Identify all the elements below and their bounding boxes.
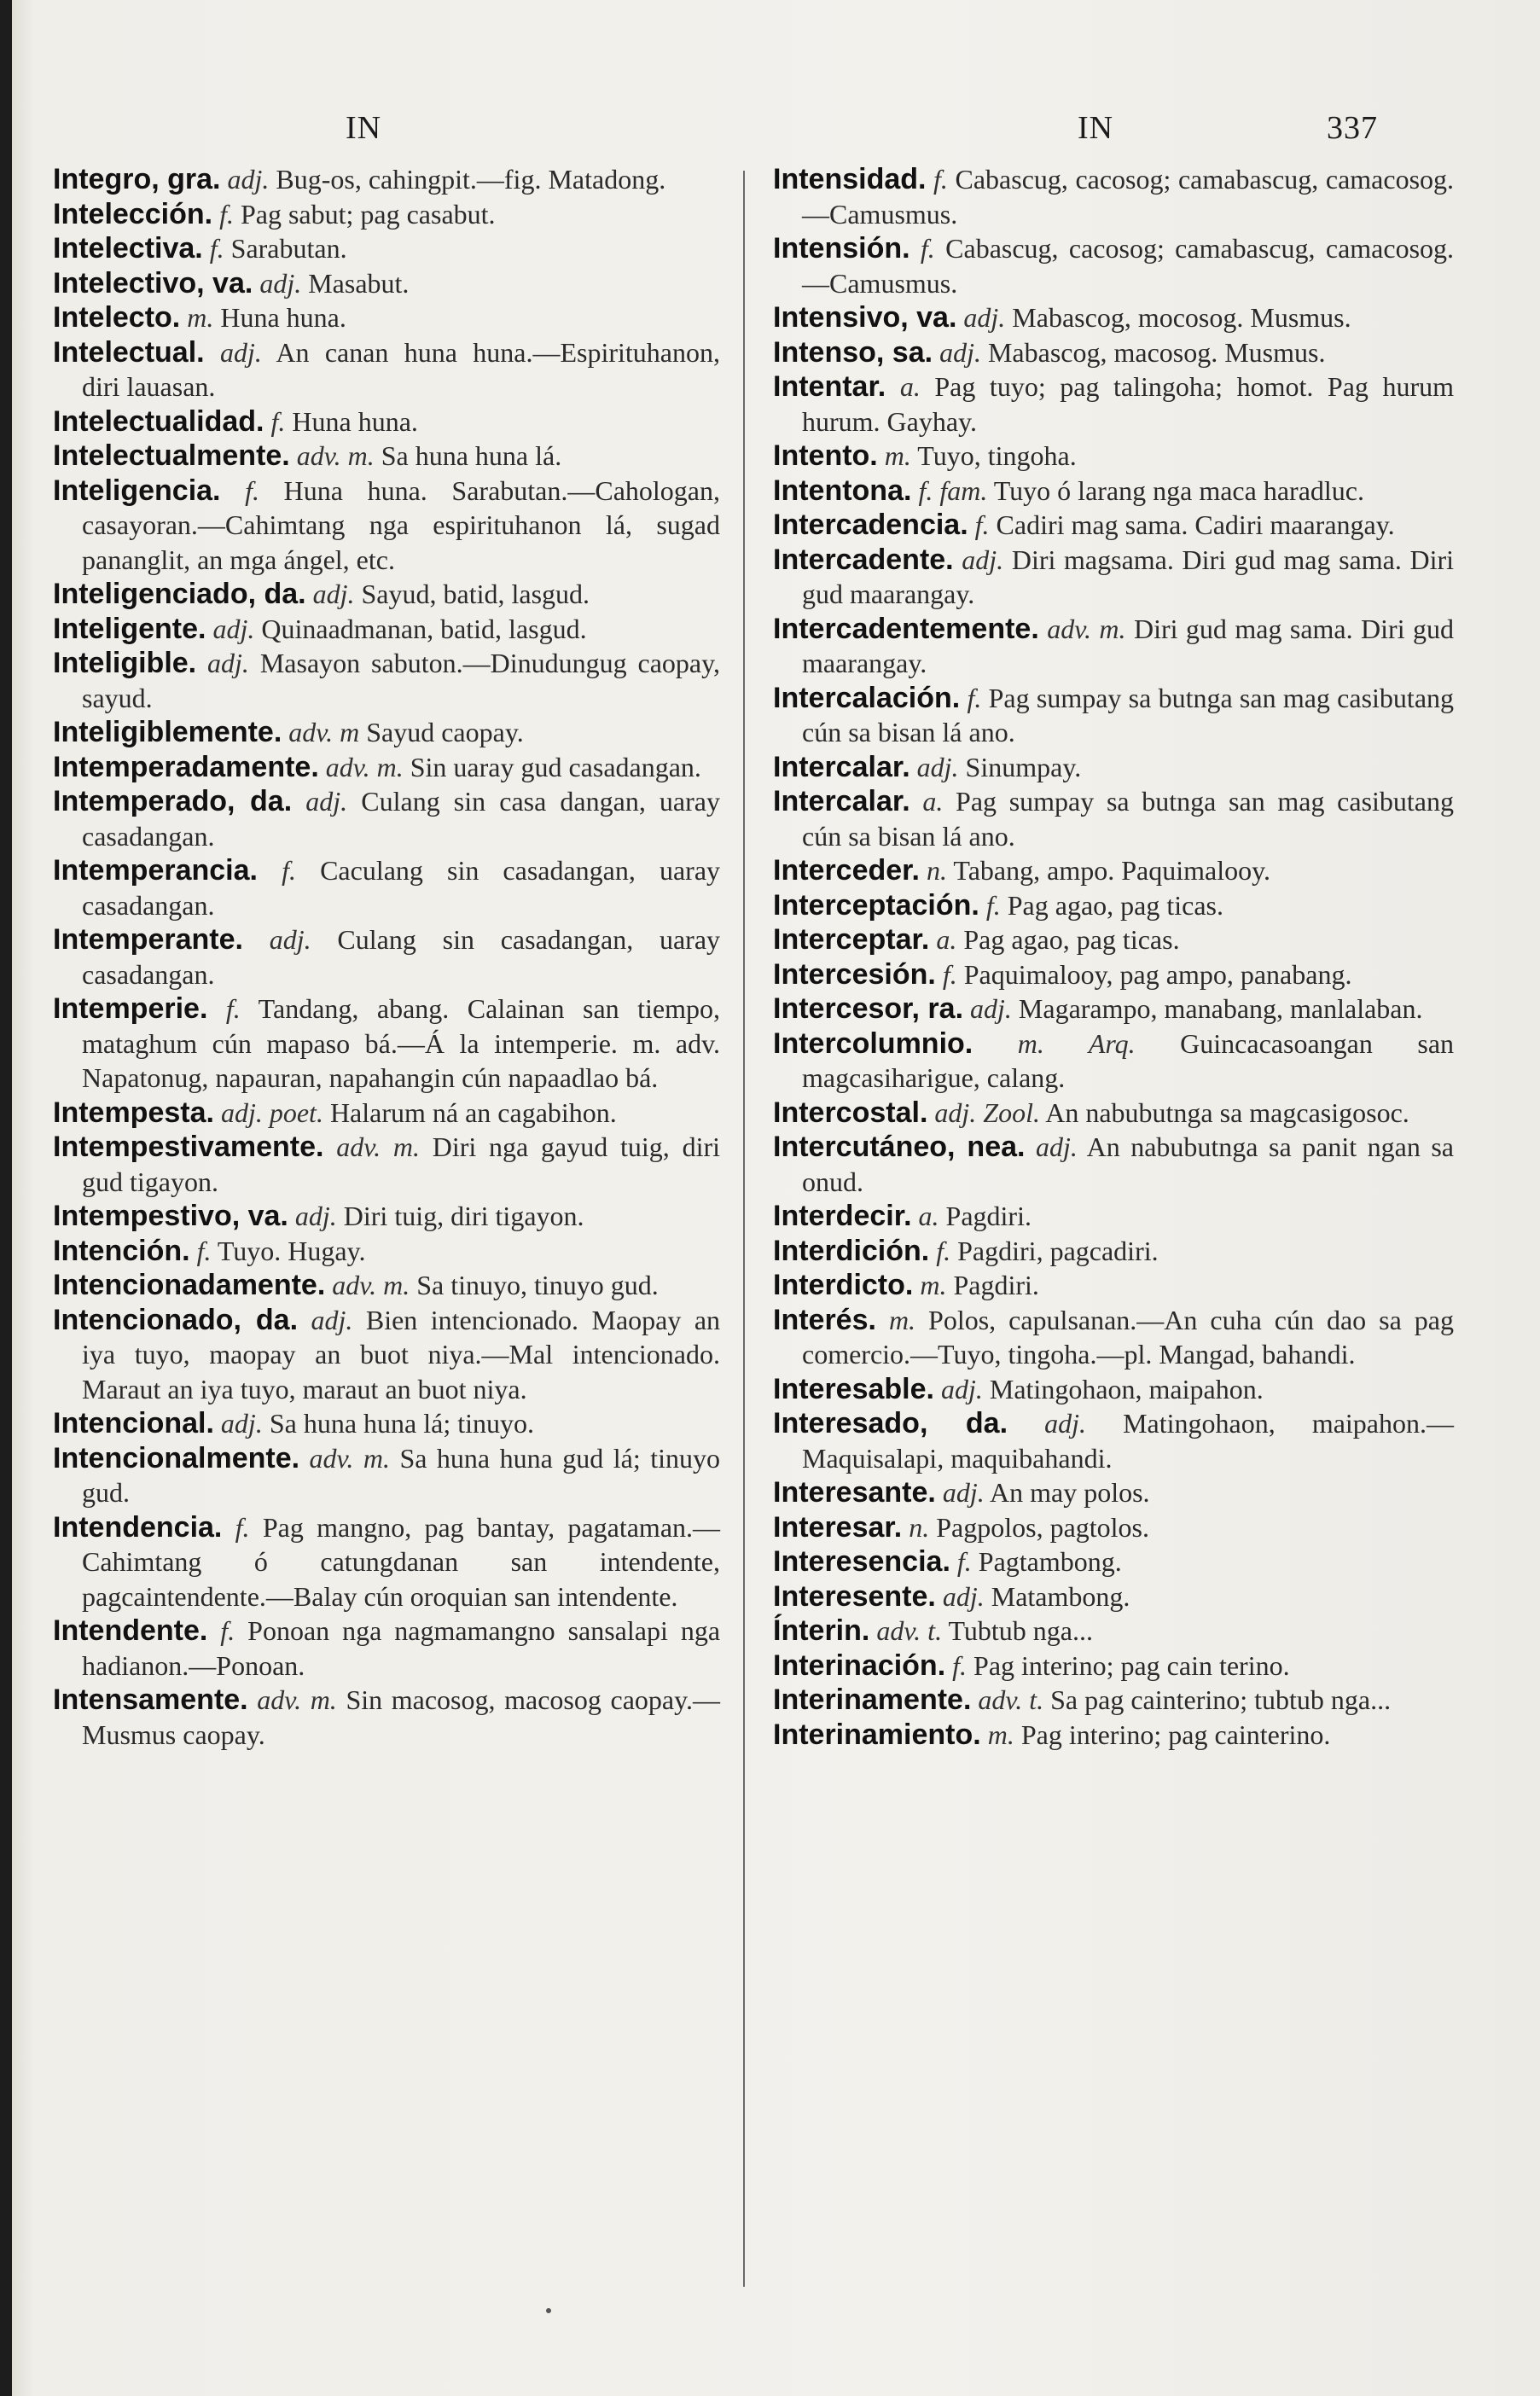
entry-definition: Sa pag cainterino; tubtub nga... bbox=[1050, 1684, 1392, 1715]
entry-part-of-speech: adj. bbox=[1035, 1131, 1078, 1162]
dictionary-entry bbox=[773, 1096, 1454, 1131]
entry-part-of-speech: adj. bbox=[311, 1304, 353, 1335]
entry-definition: Magarampo, manabang, manlalaban. bbox=[1018, 993, 1423, 1024]
dictionary-entry bbox=[53, 750, 720, 785]
dictionary-entry bbox=[773, 300, 1454, 335]
entry-part-of-speech: f. bbox=[942, 958, 957, 990]
entry-definition: An nabubutnga sa panit ngan sa onud. bbox=[802, 1131, 1454, 1197]
dictionary-entry bbox=[773, 1234, 1454, 1269]
entry-definition: Sa tinuyo, tinuyo gud. bbox=[416, 1270, 659, 1300]
dictionary-entry bbox=[53, 577, 720, 612]
entry-part-of-speech: f. bbox=[956, 1546, 972, 1577]
entry-definition: Pag mangno, pag bantay, pagataman.—Cahimtang ó catungdanan san intendente, pagcaintendente.—Balay cún oroquian san intendente. bbox=[82, 1511, 721, 1612]
dictionary-entry bbox=[53, 853, 720, 922]
right-column bbox=[773, 162, 1454, 1752]
entry-headword: Intercalar. bbox=[773, 785, 910, 817]
entry-headword: Intelectualmente. bbox=[53, 439, 290, 472]
entry-part-of-speech: f. bbox=[967, 682, 982, 713]
dictionary-entry bbox=[53, 335, 720, 404]
entry-headword: Intelectivo, va. bbox=[53, 266, 253, 300]
entry-headword: Intercadentemente. bbox=[773, 612, 1039, 645]
running-head-right: IN bbox=[1078, 110, 1114, 146]
dictionary-entry bbox=[53, 1303, 720, 1407]
entry-definition: Diri tuig, diri tigayon. bbox=[343, 1201, 584, 1231]
entry-definition: Caculang sin casadangan, uaray casadangan. bbox=[82, 855, 721, 921]
entry-definition: Tandang, abang. Calainan san tiempo, mataghum cún mapaso bá.—Á la intemperie. m. adv. Napatonug, napauran, napahangin cún napaadlao bá. bbox=[82, 993, 720, 1093]
dictionary-entry bbox=[53, 1234, 720, 1269]
entry-part-of-speech: m. bbox=[888, 1304, 916, 1335]
dictionary-entry bbox=[773, 1510, 1454, 1545]
dictionary-entry bbox=[773, 888, 1454, 923]
entry-headword: Intendente. bbox=[53, 1614, 208, 1647]
dictionary-entry bbox=[53, 266, 720, 301]
dictionary-entry bbox=[53, 646, 720, 715]
entry-headword: Interdecir. bbox=[773, 1200, 912, 1232]
dictionary-entry bbox=[53, 197, 720, 232]
entry-part-of-speech: adj. bbox=[970, 993, 1012, 1024]
entry-definition: Halarum ná an cagabihon. bbox=[329, 1096, 617, 1128]
dictionary-entry bbox=[53, 784, 720, 853]
entry-part-of-speech: f. bbox=[220, 1615, 235, 1646]
entry-part-of-speech: f. bbox=[974, 509, 990, 540]
entry-headword: Interceptar. bbox=[773, 923, 930, 956]
dictionary-entry bbox=[773, 1683, 1454, 1718]
entry-definition: Ponoan nga nagmamangno sansalapi nga hadianon.—Ponoan. bbox=[82, 1615, 721, 1681]
entry-headword: Intelección. bbox=[53, 197, 213, 230]
entry-headword: Intercesión. bbox=[773, 957, 936, 991]
entry-headword: Intercostal. bbox=[773, 1096, 928, 1129]
entry-definition: Sarabutan. bbox=[230, 233, 347, 264]
entry-headword: Interesable. bbox=[773, 1372, 934, 1405]
entry-definition: Sin uaray gud casadangan. bbox=[410, 751, 701, 782]
entry-definition: Pag interino; pag cain terino. bbox=[973, 1649, 1290, 1681]
entry-headword: Interinamiento. bbox=[773, 1718, 981, 1751]
entry-part-of-speech: f. bbox=[225, 993, 241, 1024]
column-divider bbox=[743, 171, 745, 2287]
entry-part-of-speech: m. bbox=[987, 1718, 1014, 1750]
entry-definition: Culang sin casa dangan, uaray casadangan. bbox=[82, 786, 720, 852]
entry-part-of-speech: adj. bbox=[312, 579, 355, 609]
entry-part-of-speech: m. bbox=[920, 1270, 947, 1300]
entry-part-of-speech: adj. bbox=[212, 613, 255, 644]
dictionary-entry bbox=[53, 474, 720, 578]
dictionary-entry bbox=[53, 1096, 720, 1131]
dictionary-entry bbox=[773, 1130, 1454, 1199]
dictionary-entry bbox=[773, 922, 1454, 957]
entry-part-of-speech: adv. m. bbox=[257, 1684, 337, 1715]
entry-part-of-speech: f. fam. bbox=[918, 474, 988, 506]
entry-part-of-speech: adj. bbox=[963, 302, 1006, 333]
entry-definition: Tuyo ó larang nga maca haradluc. bbox=[993, 474, 1364, 506]
entry-definition: Masabut. bbox=[308, 267, 410, 299]
entry-definition: Pag sabut; pag casabut. bbox=[240, 198, 496, 230]
entry-headword: Interesado, da. bbox=[773, 1407, 1008, 1439]
running-head-left: IN bbox=[346, 110, 382, 146]
entry-definition: An may polos. bbox=[989, 1477, 1150, 1508]
page-number: 337 bbox=[1327, 110, 1378, 146]
entry-headword: Intensidad. bbox=[773, 163, 927, 195]
entry-headword: Intento. bbox=[773, 439, 878, 472]
entry-definition: Cabascug, cacosog; camabascug, camacosog.—Camusmus. bbox=[802, 233, 1455, 299]
dictionary-entry bbox=[773, 681, 1454, 750]
entry-part-of-speech: adj. bbox=[942, 1477, 985, 1508]
entry-headword: Intercalar. bbox=[773, 750, 910, 783]
dictionary-entry bbox=[53, 231, 720, 266]
entry-definition: Pag tuyo; pag talingoha; homot. Pag hurum hurum. Gayhay. bbox=[802, 371, 1455, 437]
entry-part-of-speech: f. bbox=[933, 164, 948, 195]
entry-definition: Mabascog, macosog. Musmus. bbox=[987, 336, 1326, 368]
dictionary-entry bbox=[773, 1718, 1454, 1753]
entry-definition: Pagdiri. bbox=[945, 1201, 1032, 1231]
entry-headword: Inteligenciado, da. bbox=[53, 578, 306, 610]
entry-headword: Interés. bbox=[773, 1303, 876, 1336]
entry-headword: Intendencia. bbox=[53, 1510, 223, 1544]
entry-headword: Intercadente. bbox=[773, 543, 954, 576]
entry-part-of-speech: adj. bbox=[207, 648, 249, 678]
dictionary-entry bbox=[53, 300, 720, 335]
entry-headword: Interdición. bbox=[773, 1234, 930, 1267]
entry-definition: Pag agao, pag ticas. bbox=[1007, 889, 1223, 921]
entry-definition: Bien intencionado. Maopay an iya tuyo, maopay an buot niya.—Mal intencionado. Maraut an iya tuyo, maraut an buot niya. bbox=[82, 1304, 721, 1404]
entry-headword: Intemperadamente. bbox=[53, 750, 319, 783]
entry-headword: Inteligencia. bbox=[53, 474, 221, 507]
entry-headword: Interceptación. bbox=[773, 888, 979, 922]
entry-headword: Intentona. bbox=[773, 474, 912, 507]
entry-headword: Ínterin. bbox=[773, 1614, 870, 1647]
entry-definition: Sinumpay. bbox=[965, 751, 1082, 782]
dictionary-entry bbox=[773, 1579, 1454, 1614]
entry-definition: Pag agao, pag ticas. bbox=[963, 924, 1180, 955]
entry-definition: Pagpolos, pagtolos. bbox=[936, 1511, 1149, 1543]
page-edge-shadow bbox=[0, 0, 12, 2396]
entry-part-of-speech: f. bbox=[196, 1235, 212, 1266]
entry-headword: Intencional. bbox=[53, 1407, 214, 1439]
entry-part-of-speech: f. bbox=[936, 1235, 951, 1266]
dictionary-entry bbox=[53, 992, 720, 1096]
dictionary-entry bbox=[773, 231, 1454, 300]
entry-headword: Inteligente. bbox=[53, 612, 206, 645]
entry-definition: Tuyo. Hugay. bbox=[217, 1235, 366, 1266]
dictionary-entry bbox=[53, 1130, 720, 1199]
entry-part-of-speech: adj. bbox=[939, 336, 981, 368]
entry-part-of-speech: adj. bbox=[305, 786, 348, 817]
dictionary-entry bbox=[773, 1026, 1454, 1096]
dictionary-entry bbox=[53, 1268, 720, 1303]
entry-headword: Intemperado, da. bbox=[53, 785, 293, 817]
entry-headword: Integro, gra. bbox=[53, 163, 221, 195]
entry-definition: Sayud, batid, lasgud. bbox=[361, 579, 590, 609]
entry-headword: Intentar. bbox=[773, 370, 886, 403]
entry-headword: Intencionado, da. bbox=[53, 1303, 299, 1336]
entry-definition: Sa huna huna lá. bbox=[381, 440, 562, 471]
entry-definition: Pag interino; pag cainterino. bbox=[1020, 1718, 1331, 1750]
entry-part-of-speech: a. bbox=[922, 786, 944, 817]
dictionary-entry bbox=[773, 439, 1454, 474]
entry-part-of-speech: m. bbox=[884, 440, 911, 471]
entry-part-of-speech: a. bbox=[918, 1201, 939, 1231]
entry-definition: Tuyo, tingoha. bbox=[917, 440, 1077, 471]
entry-headword: Interesante. bbox=[773, 1476, 936, 1509]
entry-part-of-speech: adv. m. bbox=[309, 1442, 390, 1474]
entry-headword: Intemperie. bbox=[53, 992, 208, 1025]
entry-part-of-speech: f. bbox=[920, 233, 935, 264]
entry-part-of-speech: adj. bbox=[940, 1373, 983, 1404]
entry-headword: Interesar. bbox=[773, 1510, 903, 1544]
entry-part-of-speech: m. Arq. bbox=[1017, 1027, 1136, 1059]
entry-part-of-speech: adv. m. bbox=[296, 440, 375, 471]
entry-headword: Intercalación. bbox=[773, 681, 961, 714]
entry-headword: Intensivo, va. bbox=[773, 301, 957, 334]
entry-definition: Pagdiri, pagcadiri. bbox=[957, 1235, 1159, 1266]
entry-part-of-speech: adv. m. bbox=[325, 751, 404, 782]
entry-definition: Huna huna. Sarabutan.—Cahologan, casayoran.—Cahimtang nga espirituhanon lá, sugad pananglit, an mga ángel, etc. bbox=[82, 474, 720, 575]
entry-definition: Diri magsama. Diri gud mag sama. Diri gud maarangay. bbox=[802, 544, 1455, 609]
entry-headword: Intelecto. bbox=[53, 301, 181, 334]
left-column bbox=[53, 162, 720, 1752]
dictionary-entry bbox=[773, 1406, 1454, 1475]
entry-definition: Culang sin casadangan, uaray casadangan. bbox=[82, 924, 721, 990]
dictionary-entry bbox=[773, 853, 1454, 888]
entry-definition: Pagdiri. bbox=[953, 1270, 1039, 1300]
dictionary-entry bbox=[773, 162, 1454, 231]
dictionary-entry bbox=[773, 369, 1454, 439]
entry-part-of-speech: f. bbox=[270, 405, 286, 437]
entry-definition: Matambong. bbox=[991, 1580, 1130, 1612]
entry-headword: Intempesta. bbox=[53, 1096, 214, 1129]
entry-part-of-speech: adj. bbox=[259, 267, 302, 299]
entry-part-of-speech: f. bbox=[985, 889, 1001, 921]
entry-headword: Intenso, sa. bbox=[773, 335, 933, 369]
entry-part-of-speech: adj. bbox=[294, 1201, 337, 1231]
dictionary-entry bbox=[773, 1372, 1454, 1407]
entry-definition: Bug-os, cahingpit.—fig. Matadong. bbox=[276, 164, 666, 195]
entry-definition: Quinaadmanan, batid, lasgud. bbox=[261, 613, 587, 644]
entry-headword: Intencionadamente. bbox=[53, 1269, 326, 1301]
entry-part-of-speech: n. bbox=[909, 1511, 930, 1543]
entry-part-of-speech: adj. bbox=[962, 544, 1004, 575]
entry-part-of-speech: adj. bbox=[269, 924, 311, 955]
entry-part-of-speech: adv. t. bbox=[978, 1684, 1044, 1715]
entry-part-of-speech: adv. m. bbox=[336, 1131, 420, 1162]
entry-part-of-speech: adj. bbox=[916, 751, 959, 782]
dictionary-entry bbox=[773, 1649, 1454, 1684]
entry-part-of-speech: adj. bbox=[227, 164, 270, 195]
entry-definition: Polos, capulsanan.—An cuha cún dao sa pag comercio.—Tuyo, tingoha.—pl. Mangad, bahandi. bbox=[802, 1304, 1455, 1370]
entry-headword: Interdicto. bbox=[773, 1269, 914, 1301]
entry-definition: Pag sumpay sa butnga san mag casibutang cún sa bisan lá ano. bbox=[802, 682, 1455, 747]
entry-part-of-speech: adj. bbox=[219, 336, 262, 368]
entry-headword: Intelectualidad. bbox=[53, 404, 264, 438]
entry-part-of-speech: a. bbox=[936, 924, 957, 955]
entry-definition: Guincacasoangan san magcasiharigue, calang. bbox=[802, 1027, 1455, 1093]
entry-part-of-speech: adj. poet. bbox=[220, 1096, 323, 1128]
dictionary-entry bbox=[53, 1406, 720, 1441]
dictionary-entry bbox=[773, 335, 1454, 370]
dictionary-entry bbox=[773, 1475, 1454, 1510]
dictionary-entry bbox=[773, 1614, 1454, 1649]
dictionary-entry bbox=[53, 612, 720, 647]
print-speck bbox=[546, 2308, 551, 2313]
entry-definition: Pag sumpay sa butnga san mag casibutang cún sa bisan lá ano. bbox=[802, 786, 1455, 852]
dictionary-entry bbox=[53, 715, 720, 750]
entry-part-of-speech: a. bbox=[899, 371, 921, 402]
dictionary-entry bbox=[773, 543, 1454, 612]
dictionary-entry bbox=[773, 612, 1454, 681]
entry-part-of-speech: f. bbox=[219, 198, 234, 230]
dictionary-entry bbox=[53, 162, 720, 197]
entry-headword: Intercolumnio. bbox=[773, 1026, 973, 1060]
entry-definition: Diri nga gayud tuig, diri gud tigayon. bbox=[82, 1131, 721, 1197]
dictionary-entry bbox=[53, 1510, 720, 1614]
entry-headword: Inteligiblemente. bbox=[53, 716, 282, 748]
dictionary-entry bbox=[773, 957, 1454, 992]
dictionary-entry bbox=[773, 1544, 1454, 1579]
entry-headword: Interceder. bbox=[773, 854, 920, 887]
entry-headword: Intelectiva. bbox=[53, 232, 203, 265]
entry-definition: Sin macosog, macosog caopay.—Musmus caopay. bbox=[82, 1684, 721, 1750]
entry-definition: Tubtub nga... bbox=[948, 1615, 1093, 1646]
entry-headword: Intelectual. bbox=[53, 335, 205, 369]
entry-part-of-speech: n. bbox=[926, 855, 947, 886]
entry-part-of-speech: f. bbox=[235, 1511, 250, 1543]
entry-definition: Tabang, ampo. Paquimalooy. bbox=[953, 855, 1271, 886]
dictionary-entry bbox=[773, 784, 1454, 853]
entry-definition: Matingohaon, maipahon.— Maquisalapi, maquibahandi. bbox=[802, 1408, 1454, 1474]
entry-definition: An canan huna huna.—Espirituhanon, diri lauasan. bbox=[82, 336, 721, 402]
entry-headword: Interesente. bbox=[773, 1579, 936, 1613]
entry-headword: Intercesor, ra. bbox=[773, 992, 964, 1025]
entry-part-of-speech: adj. bbox=[1044, 1408, 1087, 1439]
entry-headword: Interesencia. bbox=[773, 1545, 950, 1578]
entry-definition: Sa huna huna gud lá; tinuyo gud. bbox=[82, 1442, 721, 1508]
dictionary-entry bbox=[773, 1303, 1454, 1372]
entry-definition: Diri gud mag sama. Diri gud maarangay. bbox=[802, 613, 1455, 678]
entry-part-of-speech: adv. t. bbox=[876, 1615, 943, 1646]
entry-part-of-speech: adj. bbox=[220, 1408, 263, 1439]
dictionary-entry bbox=[53, 1199, 720, 1234]
entry-definition: Huna huna. bbox=[220, 302, 346, 333]
entry-definition: Cadiri mag sama. Cadiri maarangay. bbox=[996, 509, 1395, 540]
entry-part-of-speech: f. bbox=[952, 1649, 968, 1681]
entry-definition: Pagtambong. bbox=[978, 1546, 1122, 1577]
dictionary-entry bbox=[53, 922, 720, 992]
dictionary-entry bbox=[53, 1614, 720, 1683]
entry-headword: Interinamente. bbox=[773, 1684, 972, 1716]
dictionary-entry bbox=[773, 508, 1454, 543]
entry-headword: Intemperante. bbox=[53, 923, 243, 956]
entry-part-of-speech: adj. Zool. bbox=[934, 1096, 1040, 1128]
entry-definition: Sa huna huna lá; tinuyo. bbox=[269, 1408, 534, 1439]
entry-part-of-speech: f. bbox=[282, 855, 296, 886]
entry-headword: Intensión. bbox=[773, 232, 910, 265]
entry-headword: Intención. bbox=[53, 1234, 190, 1267]
entry-definition: Huna huna. bbox=[292, 405, 418, 437]
dictionary-entry bbox=[773, 474, 1454, 509]
dictionary-entry bbox=[53, 1683, 720, 1752]
entry-headword: Interinación. bbox=[773, 1649, 946, 1682]
entry-definition: Sayud caopay. bbox=[366, 717, 524, 747]
entry-part-of-speech: adv. m. bbox=[1047, 613, 1126, 644]
entry-headword: Intercadencia. bbox=[773, 509, 968, 541]
entry-headword: Intempestivamente. bbox=[53, 1131, 324, 1163]
entry-part-of-speech: f. bbox=[209, 233, 224, 264]
entry-definition: Matingohaon, maipahon. bbox=[989, 1373, 1264, 1404]
entry-definition: Mabascog, mocosog. Musmus. bbox=[1012, 302, 1351, 333]
dictionary-entry bbox=[773, 750, 1454, 785]
dictionary-entry bbox=[773, 992, 1454, 1026]
entry-headword: Intercutáneo, nea. bbox=[773, 1131, 1026, 1163]
entry-definition: An nabubutnga sa magcasigosoc. bbox=[1045, 1096, 1409, 1128]
entry-part-of-speech: adv. m bbox=[288, 717, 360, 747]
entry-part-of-speech: adv. m. bbox=[332, 1270, 410, 1300]
entry-part-of-speech: m. bbox=[187, 302, 214, 333]
dictionary-entry bbox=[53, 1441, 720, 1510]
entry-definition: Paquimalooy, pag ampo, panabang. bbox=[963, 958, 1352, 990]
entry-part-of-speech: f. bbox=[245, 474, 260, 506]
entry-definition: Cabascug, cacosog; camabascug, camacosog.—Camusmus. bbox=[802, 164, 1455, 230]
entry-headword: Intemperancia. bbox=[53, 854, 258, 887]
entry-headword: Intensamente. bbox=[53, 1684, 248, 1716]
dictionary-entry bbox=[773, 1268, 1454, 1303]
dictionary-entry bbox=[53, 404, 720, 439]
dictionary-entry bbox=[53, 439, 720, 474]
dictionary-entry bbox=[773, 1199, 1454, 1234]
entry-definition: Masayon sabuton.—Dinudungug caopay, sayud. bbox=[82, 648, 721, 713]
entry-part-of-speech: adj. bbox=[942, 1580, 985, 1612]
entry-headword: Intempestivo, va. bbox=[53, 1200, 288, 1232]
entry-headword: Intencionalmente. bbox=[53, 1441, 300, 1474]
entry-headword: Inteligible. bbox=[53, 647, 197, 679]
